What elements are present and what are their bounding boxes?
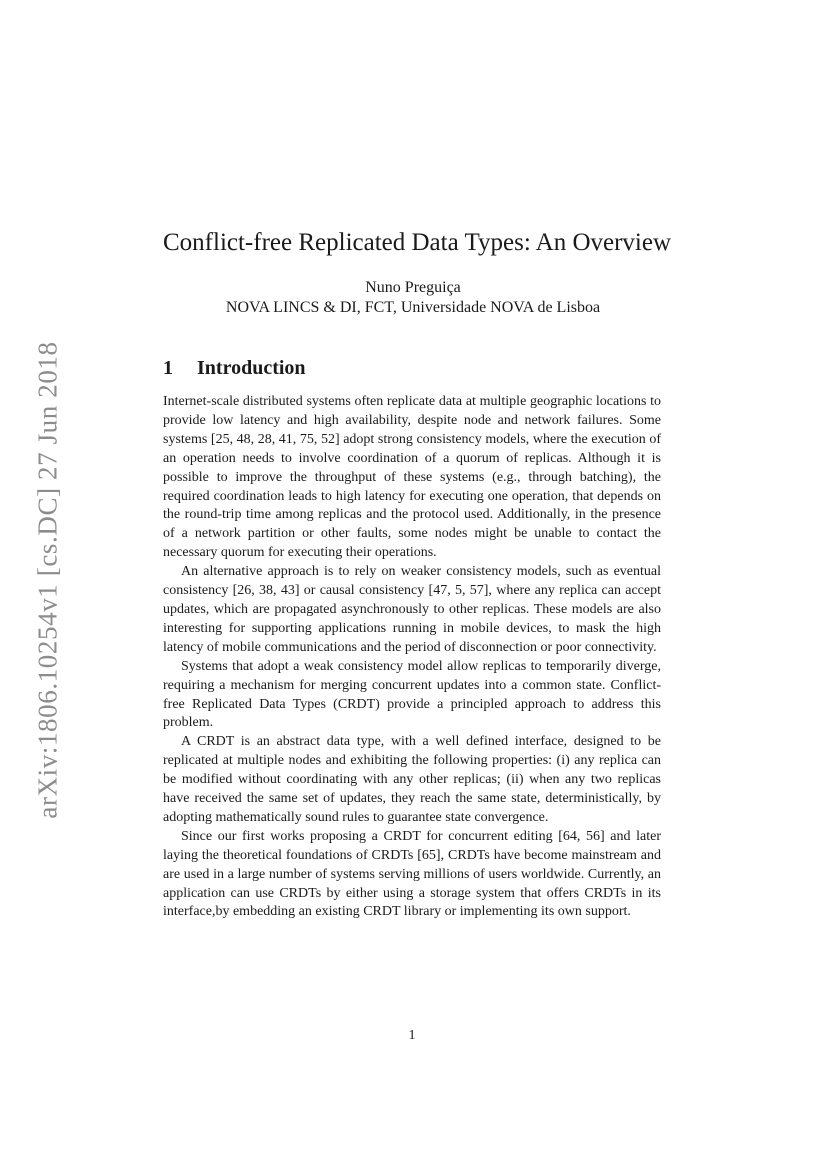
paragraph: An alternative approach is to rely on weaker consistency models, such as eventual consistency [26, 38, 43] or causal consistency [47, 5, 57], where any replica can accept updates, which are propagated asynchronously to other replicas. These models are also interesting for supporting applications running in mobile devices, to mask the high latency of mobile communications and the period of disconnection or poor connectivity. [163,564,661,655]
section-number: 1 [163,357,173,379]
paragraph: Internet-scale distributed systems often replicate data at multiple geographic locations to provide low latency and high availability, despite node and network failures. Some systems [25, 48, 28, 41, 75, 52] adopt strong consistency models, where the execution of an operation needs to involve coordination of a quorum of replicas. Although it is possible to improve the throughput of these systems (e.g., through batching), the required coordination leads to high latency for executing one operation, that depends on the round-trip time among replicas and the protocol used. Additionally, in the presence of a network partition or other faults, some nodes might be unable to contact the necessary quorum for executing their operations. [163,394,661,561]
paragraph: Systems that adopt a weak consistency model allow replicas to temporarily diverge, requiring a mechanism for merging concurrent updates into a common state. Conflict-free Replicated Data Types (CRDT) provide a principled approach to address this problem. [163,658,661,731]
page-number: 1 [408,1028,416,1043]
section-title: Introduction [197,357,306,379]
author-block [163,278,663,318]
author-affiliation: NOVA LINCS & DI, FCT, Universidade NOVA de Lisboa [225,299,601,316]
section-heading [163,357,306,380]
paragraph: Since our first works proposing a CRDT for concurrent editing [64, 56] and later laying the theoretical foundations of CRDTs [65], CRDTs have become mainstream and are used in a large number of systems serving millions of users worldwide. Currently, an application can use CRDTs by either using a storage system that offers CRDTs in its interface,by embedding an existing CRDT library or implementing its own support. [163,828,661,920]
paper-title: Conflict-free Replicated Data Types: An Overview [163,229,672,256]
author-name: Nuno Preguiça [365,279,461,296]
arxiv-identifier-stamp: arXiv:1806.10254v1 [cs.DC] 27 Jun 2018 [32,341,63,819]
body-text [163,393,661,922]
paragraph: A CRDT is an abstract data type, with a well defined interface, designed to be replicated at multiple nodes and exhibiting the following properties: (i) any replica can be modified without coordinating with any other replicas; (ii) when any two replicas have received the same set of updates, they reach the same state, deterministically, by adopting mathematically sound rules to guarantee state convergence. [163,734,661,825]
